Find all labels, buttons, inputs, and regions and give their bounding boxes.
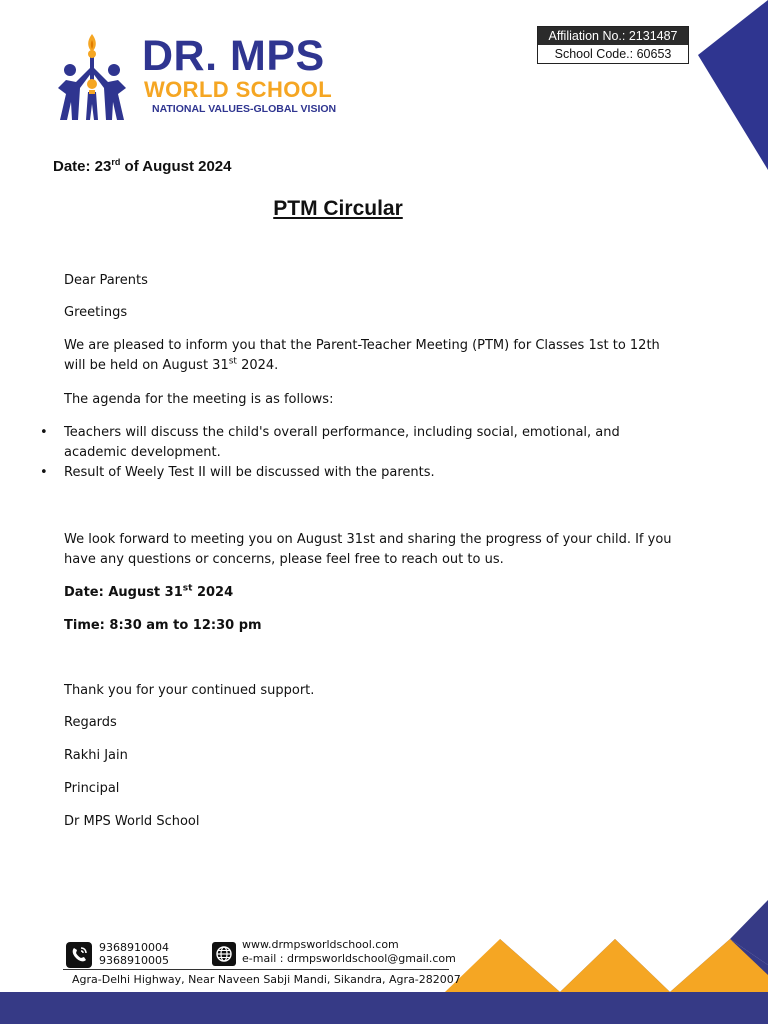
intro-text: We are pleased to inform you that the Parent-Teacher Meeting (PTM) for Classes 1st to 12th will be held on August 31 [64, 338, 660, 373]
address: Agra-Delhi Highway, Near Naveen Sabji Mandi, Sikandra, Agra-282007 [72, 973, 461, 986]
school-emblem-icon [56, 32, 134, 122]
circular-date [53, 158, 232, 175]
list-item [40, 463, 680, 483]
email: e-mail : drmpsworldschool@gmail.com [242, 952, 456, 965]
intro-text-end: 2024. [236, 358, 279, 373]
school-name-line1: DR. MPS [142, 32, 325, 80]
footer-divider [63, 969, 449, 970]
bullet-icon: • [40, 425, 48, 440]
affiliation-number: Affiliation No.: 2131487 [538, 27, 688, 45]
intro-sup: st [228, 356, 237, 367]
circular-title: PTM Circular [273, 197, 403, 220]
meeting-date-suffix: 2024 [192, 585, 234, 600]
date-prefix: Date: 23 [53, 158, 112, 175]
school-name-line2: WORLD SCHOOL [144, 77, 333, 102]
agenda-intro: The agenda for the meeting is as follows: [64, 392, 334, 407]
phone-number-1: 9368910004 [99, 941, 169, 954]
meeting-date-prefix: Date: August 31 [64, 585, 183, 600]
intro-paragraph [64, 336, 684, 376]
closing-paragraph: We look forward to meeting you on August 31st and sharing the progress of your child. If you have any questions or concerns, please feel free to reach out to us. [64, 532, 672, 567]
date-suffix: of August 2024 [120, 158, 232, 175]
date-sup: rd [111, 157, 121, 167]
globe-icon [212, 942, 236, 966]
meeting-date [64, 583, 684, 603]
greeting: Greetings [64, 305, 128, 320]
regards-line: Regards [64, 715, 117, 730]
website: www.drmpsworldschool.com [242, 938, 399, 951]
agenda-item-text: Teachers will discuss the child's overall performance, including social, emotional, and academic development. [64, 425, 620, 460]
school-logo [56, 30, 366, 125]
phone-icon [66, 942, 92, 968]
corner-decoration [698, 0, 768, 170]
school-tagline: NATIONAL VALUES-GLOBAL VISION [152, 103, 337, 115]
salutation: Dear Parents [64, 273, 148, 288]
meeting-date-sup: st [182, 583, 193, 594]
agenda-list [40, 423, 680, 483]
signatory-title: Principal [64, 781, 120, 796]
phone-number-2: 9368910005 [99, 954, 169, 967]
signatory-name: Rakhi Jain [64, 748, 128, 763]
bullet-icon: • [40, 465, 48, 480]
agenda-item-text: Result of Weely Test II will be discussed with the parents. [64, 465, 435, 480]
school-code: School Code.: 60653 [554, 47, 672, 61]
meeting-time: Time: 8:30 am to 12:30 pm [64, 618, 262, 633]
affiliation-box [537, 26, 689, 64]
thanks-line: Thank you for your continued support. [64, 683, 315, 698]
list-item [40, 423, 680, 463]
signatory-org: Dr MPS World School [64, 814, 200, 829]
